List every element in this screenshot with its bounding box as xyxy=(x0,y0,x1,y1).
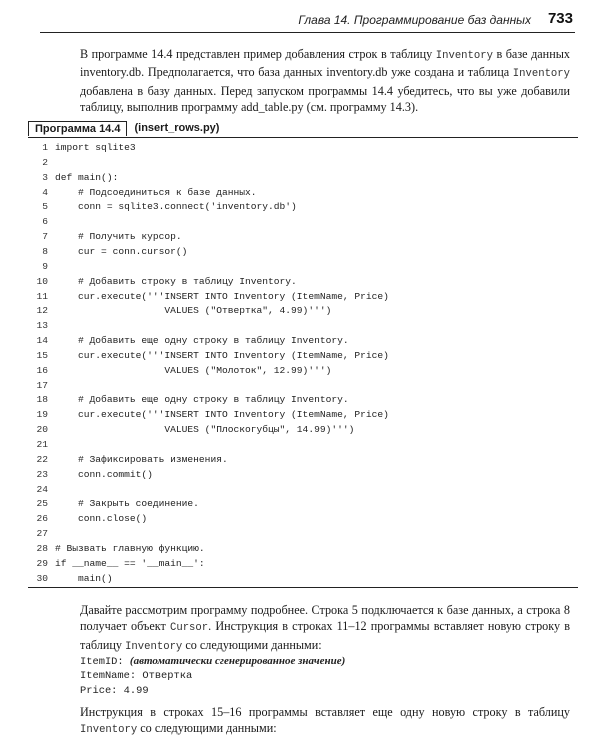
code-line xyxy=(28,214,578,229)
code-text: VALUES ("Плоскогубцы", 14.99)''') xyxy=(55,424,355,436)
line-number: 12 xyxy=(36,305,48,317)
code-line xyxy=(28,170,578,185)
code-line xyxy=(28,378,578,393)
code-text: # Подсоединиться к базе данных. xyxy=(55,186,257,198)
line-number: 7 xyxy=(42,231,48,243)
code-text: # Получить курсор. xyxy=(55,231,182,243)
listing-caption xyxy=(28,119,219,137)
code-line xyxy=(28,452,578,467)
code-line xyxy=(28,155,578,170)
code-line xyxy=(28,274,578,289)
code-text: # Вызвать главную функцию. xyxy=(55,542,205,554)
code-line xyxy=(28,303,578,318)
code-line xyxy=(28,244,578,259)
line-number: 24 xyxy=(36,483,48,495)
code-text: if __name__ == '__main__': xyxy=(55,557,205,569)
code-line xyxy=(28,363,578,378)
code-line xyxy=(28,392,578,407)
line-number: 29 xyxy=(36,557,48,569)
chapter-title: Глава 14. Программирование баз данных xyxy=(298,13,531,27)
line-number: 26 xyxy=(36,513,48,525)
code-line xyxy=(28,407,578,422)
line-number: 1 xyxy=(42,142,48,153)
code-text: # Закрыть соединение. xyxy=(55,498,199,510)
line-number: 25 xyxy=(36,498,48,510)
listing-filename: (insert_rows.py) xyxy=(134,122,220,134)
code-line xyxy=(28,526,578,541)
code-line xyxy=(28,541,578,556)
code-text: # Добавить строку в таблицу Inventory. xyxy=(55,275,297,287)
line-number: 28 xyxy=(36,542,48,554)
line-number: 30 xyxy=(36,572,48,584)
listing-label: Программа 14.4 xyxy=(28,121,127,136)
line-number: 13 xyxy=(36,320,48,332)
line-number: 17 xyxy=(36,379,48,391)
code-text: VALUES ("Молоток", 12.99)''') xyxy=(55,364,332,376)
code-line xyxy=(28,348,578,363)
code-line xyxy=(28,467,578,482)
code-line xyxy=(28,556,578,571)
code-text: import sqlite3 xyxy=(55,142,136,153)
line-number: 4 xyxy=(42,186,48,198)
code-text: main() xyxy=(55,572,113,584)
code-listing xyxy=(28,137,578,588)
code-line xyxy=(28,437,578,452)
line-number: 9 xyxy=(42,260,48,272)
line-number: 15 xyxy=(36,349,48,361)
code-text: # Добавить еще одну строку в таблицу Inventory. xyxy=(55,394,349,406)
next-paragraph: Инструкция в строках 15–16 программы вставляет еще одну новую строку в таблицу Inventory со следующими данными: xyxy=(80,705,570,737)
running-header xyxy=(40,8,575,33)
code-text: VALUES ("Отвертка", 4.99)''') xyxy=(55,305,332,317)
code-text: cur.execute('''INSERT INTO Inventory (ItemName, Price) xyxy=(55,290,389,302)
line-number: 22 xyxy=(36,453,48,465)
page-number: 733 xyxy=(547,10,573,27)
code-text: cur.execute('''INSERT INTO Inventory (ItemName, Price) xyxy=(55,349,389,361)
line-number: 10 xyxy=(36,275,48,287)
code-line xyxy=(28,333,578,348)
field-price: Price: 4.99 xyxy=(80,685,149,697)
line-number: 3 xyxy=(42,171,48,183)
code-text: cur = conn.cursor() xyxy=(55,245,188,257)
line-number: 23 xyxy=(36,468,48,480)
line-number: 11 xyxy=(36,290,48,302)
line-number: 18 xyxy=(36,394,48,406)
line-number: 8 xyxy=(42,245,48,257)
code-line xyxy=(28,289,578,304)
line-number: 20 xyxy=(36,424,48,436)
code-line xyxy=(28,496,578,511)
line-number: 5 xyxy=(42,201,48,213)
intro-paragraph: В программе 14.4 представлен пример добавления строк в таблицу Inventory в базе данных inventory.db. Предполагается, что база данных inventory.db уже создана и таблица Inventory добавлена в базу данных. Перед запуском программы 14.4 убедитесь, что вы уже добавили таблицу, выполнив программу add_table.py (см. программу 14.3). xyxy=(80,47,571,115)
code-line xyxy=(28,185,578,200)
code-text: conn.commit() xyxy=(55,468,153,480)
line-number: 19 xyxy=(36,409,48,421)
line-number: 6 xyxy=(42,216,48,228)
code-line xyxy=(28,422,578,437)
code-line xyxy=(28,229,578,244)
code-text: conn = sqlite3.connect('inventory.db') xyxy=(55,201,297,213)
explanation-paragraph: Давайте рассмотрим программу подробнее. Строка 5 подключается к базе данных, а строка 8 получает объект Cursor. Инструкция в строках 11–12 программы вставляет новую строку в таблицу Inventory со следующими данными: xyxy=(80,603,570,653)
code-line xyxy=(28,259,578,274)
code-text: # Зафиксировать изменения. xyxy=(55,453,228,465)
code-line xyxy=(28,482,578,497)
field-item-id: ItemID: (автоматически сгенерированное значение) xyxy=(80,655,346,668)
code-line xyxy=(28,318,578,333)
code-text: conn.close() xyxy=(55,513,148,525)
line-number: 14 xyxy=(36,335,48,347)
code-line xyxy=(28,511,578,526)
line-number: 27 xyxy=(36,528,48,540)
code-line xyxy=(28,199,578,214)
code-line xyxy=(28,571,578,586)
code-text: cur.execute('''INSERT INTO Inventory (ItemName, Price) xyxy=(55,409,389,421)
line-number: 2 xyxy=(42,156,48,168)
code-text: def main(): xyxy=(55,171,119,183)
code-text: # Добавить еще одну строку в таблицу Inventory. xyxy=(55,335,349,347)
line-number: 21 xyxy=(36,439,48,450)
line-number: 16 xyxy=(36,364,48,376)
field-item-name: ItemName: Отвертка xyxy=(80,670,193,682)
code-line xyxy=(28,140,578,155)
